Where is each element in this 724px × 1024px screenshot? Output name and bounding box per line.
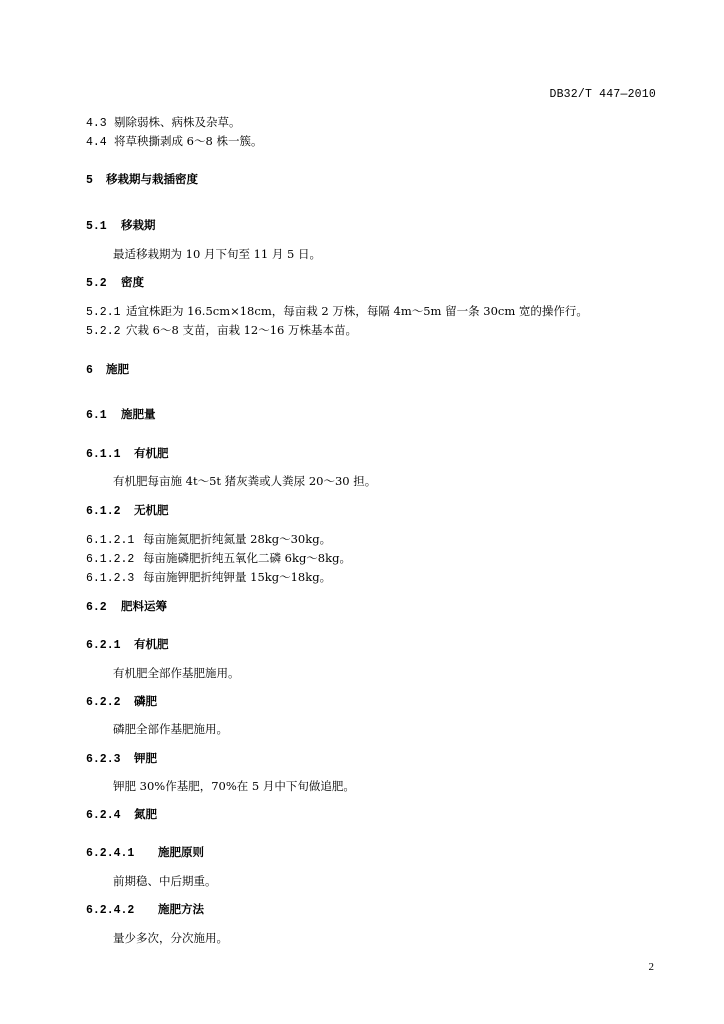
- clause-number: 6.2.1: [86, 639, 121, 652]
- heading-text: 肥料运筹: [121, 599, 167, 613]
- clause-item: [86, 570, 331, 586]
- clause-number: 6.1.2.1: [86, 534, 135, 547]
- page-number: 2: [648, 961, 654, 973]
- heading-text: 钾肥: [134, 751, 157, 765]
- clause-item: [86, 323, 357, 339]
- section-heading: [86, 751, 157, 767]
- heading-text: 氮肥: [134, 807, 157, 821]
- clause-item: [86, 115, 241, 131]
- clause-text: 每亩施氮肥折纯氮量 28kg～30kg。: [143, 532, 332, 546]
- clause-number: 6.2.3: [86, 753, 121, 766]
- clause-text: 量少多次，分次施用。: [113, 931, 228, 945]
- clause-number: 6.1.1: [86, 448, 121, 461]
- clause-number: 6.1.2: [86, 505, 121, 518]
- section-heading: [86, 407, 156, 423]
- heading-text: 施肥量: [121, 407, 156, 421]
- clause-text: 剔除弱株、病株及杂草。: [114, 115, 241, 129]
- clause-item: [86, 532, 331, 548]
- heading-text: 移栽期: [121, 218, 156, 232]
- heading-text: 有机肥: [134, 637, 169, 651]
- clause-text: 有机肥每亩施 4t～5t 猪灰粪或人粪尿 20～30 担。: [113, 474, 377, 488]
- clause-number: 5: [86, 174, 93, 187]
- heading-text: 施肥: [106, 362, 129, 376]
- clause-number: 5.1: [86, 220, 107, 233]
- heading-text: 移栽期与栽插密度: [106, 172, 198, 186]
- paragraph: [113, 247, 321, 261]
- section-heading: [86, 503, 169, 519]
- paragraph: [113, 931, 228, 945]
- heading-text: 磷肥: [134, 694, 157, 708]
- clause-text: 磷肥全部作基肥施用。: [113, 722, 228, 736]
- clause-number: 5.2.2: [86, 325, 121, 338]
- paragraph: [113, 722, 228, 736]
- clause-item: [86, 304, 588, 320]
- clause-text: 前期稳、中后期重。: [113, 874, 217, 888]
- clause-number: 6.1.2.2: [86, 553, 135, 566]
- clause-text: 适宜株距为 16.5cm×18cm，每亩栽 2 万株，每隔 4m～5m 留一条 30cm 宽的操作行。: [126, 304, 588, 318]
- clause-number: 5.2: [86, 277, 107, 290]
- clause-text: 最适移栽期为 10 月下旬至 11 月 5 日。: [113, 247, 322, 261]
- heading-text: 施肥原则: [158, 845, 204, 859]
- section-heading: [86, 218, 156, 234]
- clause-text: 每亩施磷肥折纯五氧化二磷 6kg～8kg。: [143, 551, 351, 565]
- paragraph: [113, 874, 217, 888]
- heading-text: 施肥方法: [158, 902, 204, 916]
- section-heading: [86, 845, 204, 861]
- section-heading: [86, 362, 129, 378]
- clause-number: 6.2.2: [86, 696, 121, 709]
- clause-number: 6: [86, 364, 93, 377]
- clause-number: 4.3: [86, 117, 107, 130]
- clause-text: 钾肥 30%作基肥，70%在 5 月中下旬做追肥。: [113, 779, 355, 793]
- heading-text: 无机肥: [134, 503, 169, 517]
- clause-number: 4.4: [86, 136, 107, 149]
- section-heading: [86, 807, 157, 823]
- clause-number: 6.1.2.3: [86, 572, 135, 585]
- paragraph: [113, 666, 240, 680]
- section-heading: [86, 172, 198, 188]
- clause-number: 5.2.1: [86, 306, 121, 319]
- paragraph: [113, 779, 355, 793]
- clause-number: 6.1: [86, 409, 107, 422]
- clause-text: 穴栽 6～8 支苗，亩栽 12～16 万株基本苗。: [126, 323, 358, 337]
- heading-text: 有机肥: [134, 446, 169, 460]
- clause-item: [86, 134, 262, 150]
- paragraph: [113, 474, 376, 488]
- section-heading: [86, 902, 204, 918]
- section-heading: [86, 599, 167, 615]
- clause-number: 6.2.4: [86, 809, 121, 822]
- section-heading: [86, 275, 144, 291]
- clause-number: 6.2.4.1: [86, 847, 135, 860]
- heading-text: 密度: [121, 275, 144, 289]
- clause-number: 6.2: [86, 601, 107, 614]
- clause-number: 6.2.4.2: [86, 904, 135, 917]
- section-heading: [86, 637, 169, 653]
- clause-text: 每亩施钾肥折纯钾量 15kg～18kg。: [143, 570, 332, 584]
- section-heading: [86, 694, 157, 710]
- clause-text: 有机肥全部作基肥施用。: [113, 666, 240, 680]
- clause-item: [86, 551, 351, 567]
- document-code: DB32/T 447—2010: [549, 88, 656, 101]
- section-heading: [86, 446, 169, 462]
- clause-text: 将草秧撕剥成 6～8 株一簇。: [114, 134, 263, 148]
